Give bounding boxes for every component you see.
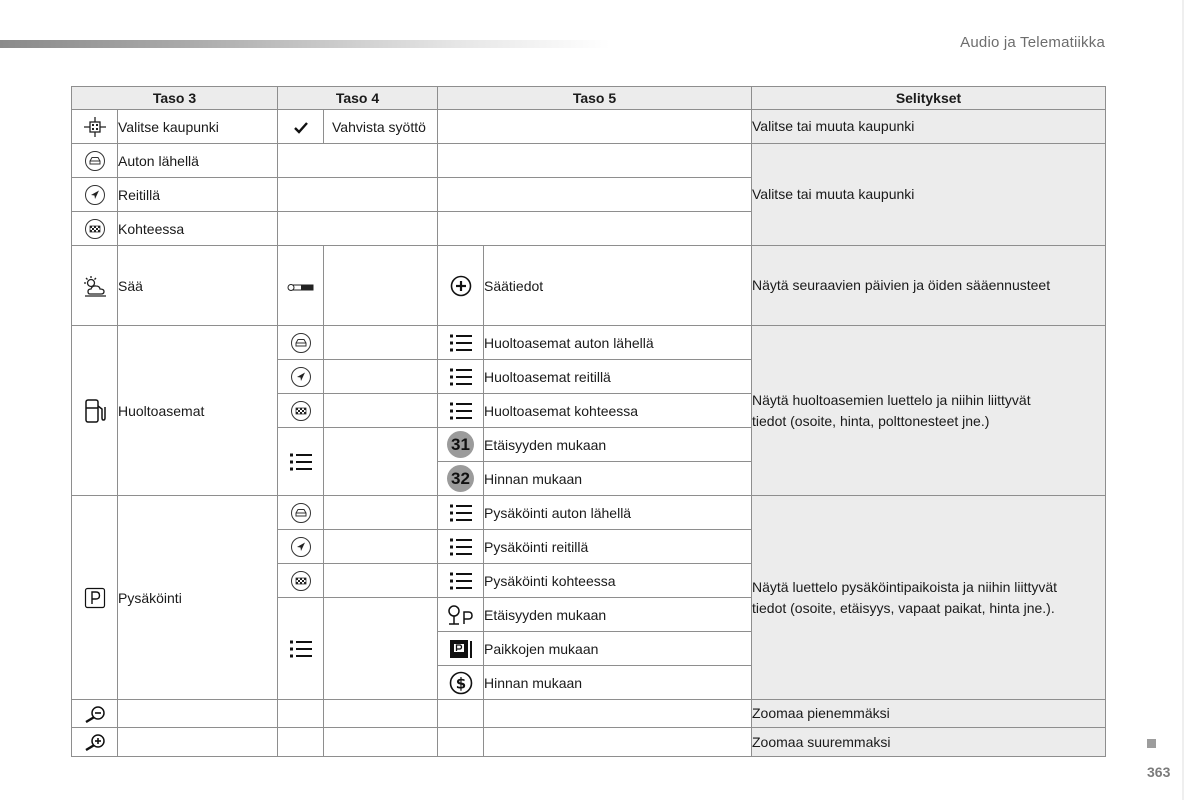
plus-circle-icon bbox=[438, 246, 484, 326]
empty-cell bbox=[324, 428, 438, 496]
weather-icon bbox=[72, 246, 118, 326]
list-item-label: Paikkojen mukaan bbox=[484, 632, 752, 666]
city-map-icon bbox=[72, 110, 118, 144]
list-item-label: Hinnan mukaan bbox=[484, 666, 752, 700]
list-icon bbox=[438, 496, 484, 530]
header-gradient-bar bbox=[0, 40, 610, 48]
empty-cell bbox=[118, 700, 278, 728]
explanation-line: tiedot (osoite, hinta, polttonesteet jne.) bbox=[752, 412, 990, 429]
empty-cell bbox=[278, 178, 438, 212]
list-icon bbox=[438, 564, 484, 598]
at-destination-icon bbox=[278, 564, 324, 598]
distance-parking-icon bbox=[438, 598, 484, 632]
list-icon bbox=[438, 394, 484, 428]
empty-cell bbox=[278, 700, 324, 728]
badge-32: 32 bbox=[447, 465, 474, 492]
empty-cell bbox=[278, 144, 438, 178]
list-item-label: Pysäköinti auton lähellä bbox=[484, 496, 752, 530]
col-header-selitykset: Selitykset bbox=[752, 87, 1106, 110]
svg-text:$: $ bbox=[455, 674, 466, 692]
at-destination-icon bbox=[72, 212, 118, 246]
page-edge-rule bbox=[1182, 0, 1184, 800]
empty-cell bbox=[278, 212, 438, 246]
table-row bbox=[72, 700, 1106, 728]
saa-label: Sää bbox=[118, 246, 278, 326]
explanation-cell: Valitse tai muuta kaupunki bbox=[752, 110, 1106, 144]
empty-cell bbox=[324, 394, 438, 428]
list-icon bbox=[278, 428, 324, 496]
list-item-label: Etäisyyden mukaan bbox=[484, 428, 752, 462]
kohteessa-label: Kohteessa bbox=[118, 212, 278, 246]
table-row bbox=[72, 496, 1106, 530]
empty-cell bbox=[118, 728, 278, 757]
explanation-cell: Zoomaa pienemmäksi bbox=[752, 700, 1106, 728]
col-header-taso3: Taso 3 bbox=[72, 87, 278, 110]
explanation-line: Näytä luettelo pysäköintipaikoista ja niihin liittyvät bbox=[752, 578, 1058, 595]
header-row bbox=[72, 87, 1106, 110]
empty-cell bbox=[324, 360, 438, 394]
reitilla-label: Reitillä bbox=[118, 178, 278, 212]
checkmark-icon bbox=[278, 110, 324, 144]
distance-badge-icon bbox=[438, 428, 484, 462]
badge-31: 31 bbox=[447, 431, 474, 458]
list-icon bbox=[438, 326, 484, 360]
on-route-icon bbox=[278, 530, 324, 564]
empty-cell bbox=[484, 700, 752, 728]
on-route-icon bbox=[278, 360, 324, 394]
parking-icon bbox=[72, 496, 118, 700]
car-nearby-icon bbox=[278, 326, 324, 360]
empty-cell bbox=[324, 496, 438, 530]
zoom-in-icon bbox=[72, 728, 118, 757]
list-item-label: Hinnan mukaan bbox=[484, 462, 752, 496]
list-item-label: Pysäköinti reitillä bbox=[484, 530, 752, 564]
car-nearby-icon bbox=[278, 496, 324, 530]
vahvista-syotto-label: Vahvista syöttö bbox=[324, 110, 438, 144]
on-route-icon bbox=[72, 178, 118, 212]
table-row bbox=[72, 144, 1106, 178]
page-number: 363 bbox=[1147, 764, 1171, 780]
empty-cell bbox=[324, 700, 438, 728]
empty-cell bbox=[484, 728, 752, 757]
pysakointi-label: Pysäköinti bbox=[118, 496, 278, 700]
col-header-taso4: Taso 4 bbox=[278, 87, 438, 110]
empty-cell bbox=[324, 246, 438, 326]
valitse-kaupunki-label: Valitse kaupunki bbox=[118, 110, 278, 144]
car-nearby-icon bbox=[72, 144, 118, 178]
saatiedot-label: Säätiedot bbox=[484, 246, 752, 326]
list-item-label: Huoltoasemat kohteessa bbox=[484, 394, 752, 428]
empty-cell bbox=[324, 728, 438, 757]
empty-cell bbox=[438, 178, 752, 212]
list-icon bbox=[438, 530, 484, 564]
list-item-label: Pysäköinti kohteessa bbox=[484, 564, 752, 598]
explanation-line: Näytä huoltoasemien luettelo ja niihin liittyvät bbox=[752, 391, 1031, 408]
empty-cell bbox=[438, 728, 484, 757]
huoltoasemat-label: Huoltoasemat bbox=[118, 326, 278, 496]
empty-cell bbox=[438, 144, 752, 178]
table-row bbox=[72, 728, 1106, 757]
auton-lahella-label: Auton lähellä bbox=[118, 144, 278, 178]
explanation-cell: Näytä seuraavien päivien ja öiden sääennusteet bbox=[752, 246, 1106, 326]
empty-cell bbox=[278, 728, 324, 757]
menu-table bbox=[71, 86, 1106, 757]
explanation-cell bbox=[752, 326, 1106, 496]
table-row bbox=[72, 246, 1106, 326]
list-icon bbox=[438, 360, 484, 394]
empty-cell bbox=[324, 598, 438, 700]
empty-cell bbox=[324, 326, 438, 360]
section-title: Audio ja Telematiikka bbox=[960, 34, 1105, 51]
list-item-label: Huoltoasemat reitillä bbox=[484, 360, 752, 394]
empty-cell bbox=[324, 564, 438, 598]
explanation-line: tiedot (osoite, etäisyys, vapaat paikat, hinta jne.). bbox=[752, 599, 1055, 616]
explanation-cell bbox=[752, 496, 1106, 700]
empty-cell bbox=[438, 212, 752, 246]
empty-cell bbox=[324, 530, 438, 564]
fuel-pump-icon bbox=[72, 326, 118, 496]
empty-cell bbox=[438, 110, 752, 144]
explanation-cell: Valitse tai muuta kaupunki bbox=[752, 144, 1106, 246]
list-item-label: Huoltoasemat auton lähellä bbox=[484, 326, 752, 360]
dollar-icon bbox=[438, 666, 484, 700]
list-icon bbox=[278, 598, 324, 700]
table-row bbox=[72, 110, 1106, 144]
price-badge-icon bbox=[438, 462, 484, 496]
table-row bbox=[72, 326, 1106, 360]
list-item-label: Etäisyyden mukaan bbox=[484, 598, 752, 632]
page-marker bbox=[1147, 739, 1156, 748]
at-destination-icon bbox=[278, 394, 324, 428]
explanation-cell: Zoomaa suuremmaksi bbox=[752, 728, 1106, 757]
zoom-out-icon bbox=[72, 700, 118, 728]
temperature-icon bbox=[278, 246, 324, 326]
parking-spaces-icon bbox=[438, 632, 484, 666]
col-header-taso5: Taso 5 bbox=[438, 87, 752, 110]
empty-cell bbox=[438, 700, 484, 728]
